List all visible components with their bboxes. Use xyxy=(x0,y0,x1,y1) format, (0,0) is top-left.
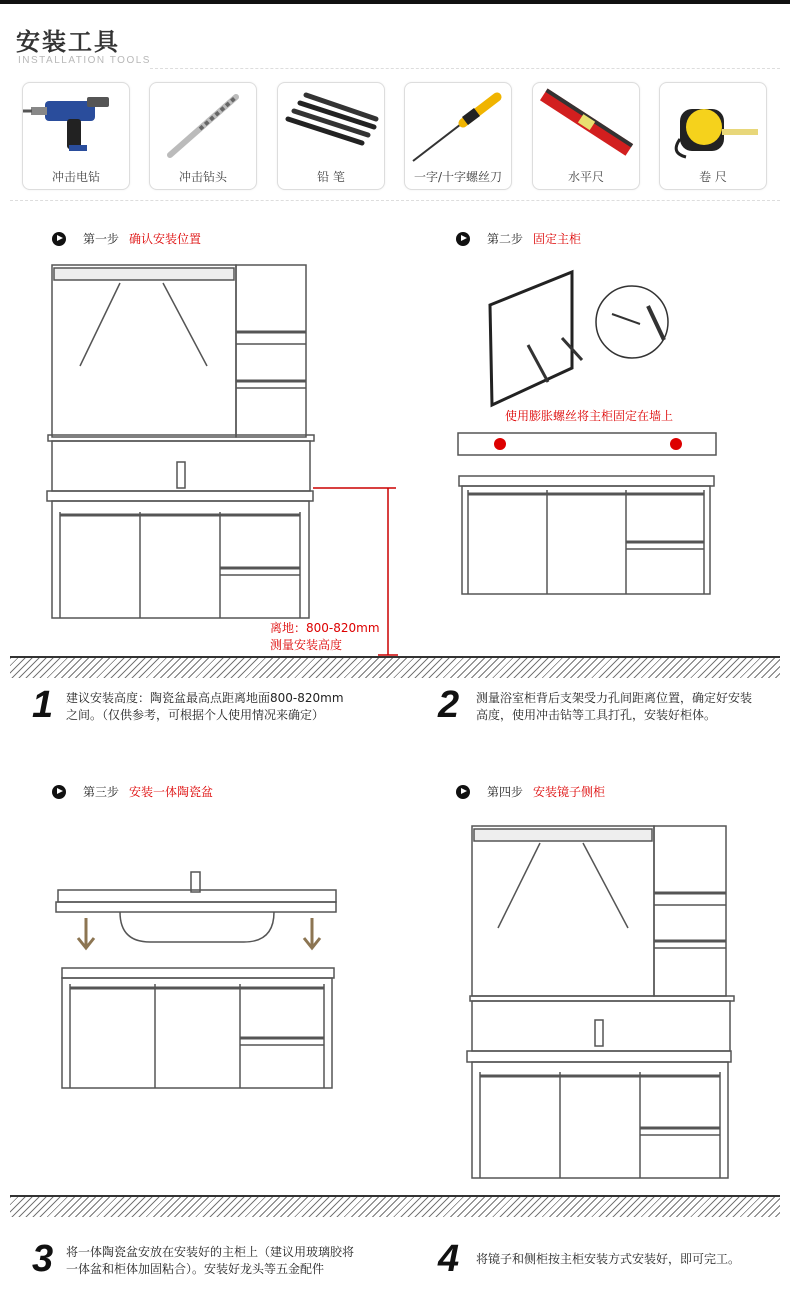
mounting-hole-left xyxy=(494,438,506,450)
step4-full-cabinet xyxy=(467,826,734,1178)
step-title: 安装一体陶瓷盆 xyxy=(129,785,214,799)
step-title: 固定主柜 xyxy=(533,232,582,246)
step1-cabinet xyxy=(47,265,314,618)
step-description xyxy=(476,1251,740,1268)
wall-fix-note: 使用膨胀螺丝将主柜固定在墙上 xyxy=(505,409,674,423)
floor-hatch xyxy=(10,656,780,678)
desc-line: 建议安装高度：陶瓷盆最高点距离地面800-820mm xyxy=(66,691,344,705)
page-title: 安装工具 xyxy=(16,28,120,56)
desc-line: 一体盆和柜体加固粘合）。安装好龙头等五金配件 xyxy=(66,1262,325,1276)
tool-label: 水平尺 xyxy=(567,170,604,184)
desc-line: 高度，使用冲击钻等工具打孔，安装好柜体。 xyxy=(476,708,717,722)
tool-label: 卷 尺 xyxy=(699,170,727,184)
page-subtitle: INSTALLATION TOOLS xyxy=(18,55,151,66)
height-note: 离地：800-820mm xyxy=(270,621,380,635)
step-label: 第三步 xyxy=(83,785,120,799)
floor-hatch xyxy=(10,1195,780,1217)
step-title: 安装镜子侧柜 xyxy=(533,785,606,799)
tool-label: 铅 笔 xyxy=(317,170,345,184)
step-number: 4 xyxy=(438,1238,460,1280)
step-description xyxy=(476,690,752,724)
desc-line: 将镜子和侧柜按主柜安装方式安装好，即可完工。 xyxy=(476,1252,741,1266)
step-number: 3 xyxy=(32,1238,54,1280)
step-label: 第四步 xyxy=(487,785,524,799)
tool-label: 一字/十字螺丝刀 xyxy=(413,170,503,184)
step2-wall-and-cabinet xyxy=(458,272,716,594)
mounting-hole-right xyxy=(670,438,682,450)
desc-line: 将一体陶瓷盆安放在安装好的主柜上（建议用玻璃胶将 xyxy=(66,1245,355,1259)
step-number: 2 xyxy=(438,684,460,726)
step-description xyxy=(66,690,344,724)
step-description xyxy=(66,1244,354,1278)
desc-line: 测量浴室柜背后支架受力孔间距离位置，确定好安装 xyxy=(476,691,753,705)
down-arrow-icon xyxy=(78,918,320,948)
tool-label: 冲击电钻 xyxy=(51,170,100,184)
step-number: 1 xyxy=(32,684,54,726)
step-label: 第一步 xyxy=(83,232,120,246)
step-label: 第二步 xyxy=(487,232,524,246)
step-title: 确认安装位置 xyxy=(129,232,202,246)
height-note-2: 测量安装高度 xyxy=(270,638,343,652)
desc-line: 之间。（仅供参考，可根据个人使用情况来确定） xyxy=(66,708,325,722)
tool-label: 冲击钻头 xyxy=(178,170,227,184)
step3-basin-and-cabinet xyxy=(56,872,336,1088)
